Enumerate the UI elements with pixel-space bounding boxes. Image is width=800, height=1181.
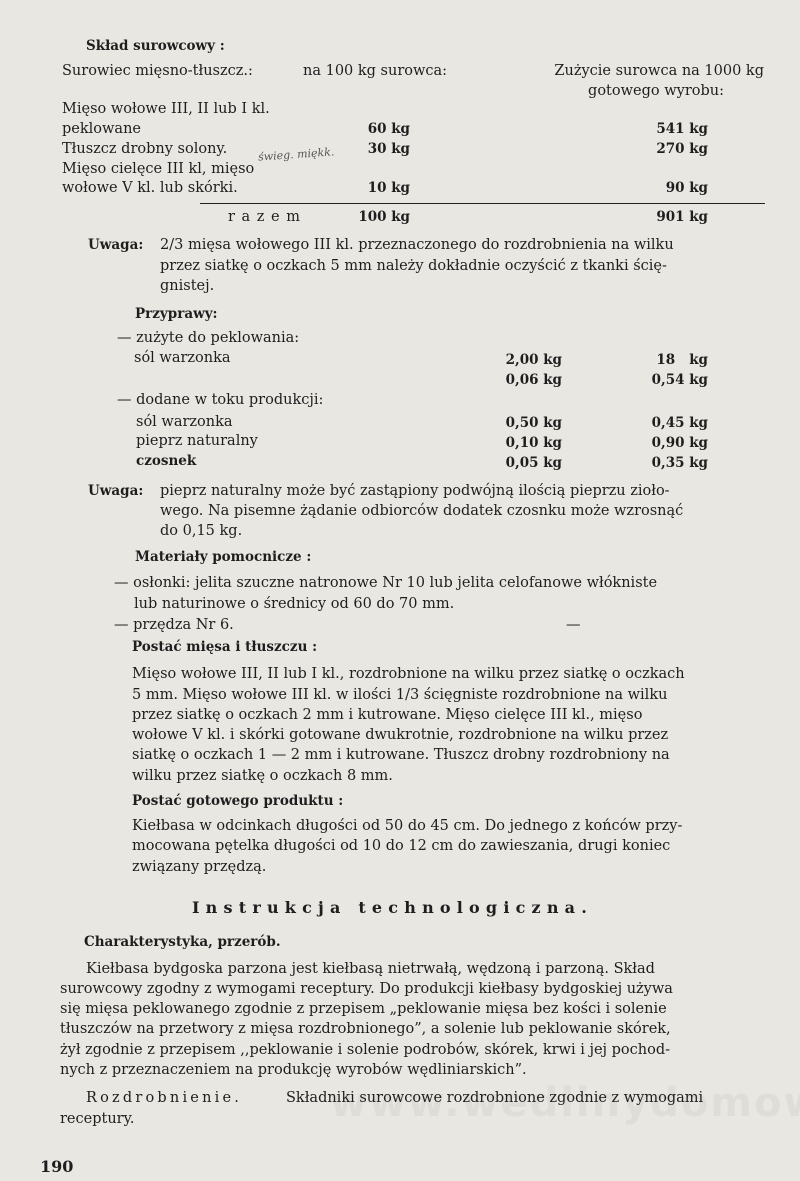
przyprawy-g1-row2-per1000: 0,54 kg — [651, 372, 708, 388]
col-per1000-header-line1: Zużycie surowca na 1000 kg — [554, 63, 764, 79]
col-per100-header: na 100 kg surowca: — [303, 63, 448, 79]
total-per1000: 901 kg — [656, 209, 708, 225]
przyprawy-g1-row1-per1000: 18 kg — [656, 352, 708, 368]
charakterystyka-heading: Charakterystyka, przerób. — [84, 934, 281, 950]
instrukcja-line4: tłuszczów na przetwory z mięsa rozdrobnionego”, a solenie lub peklowanie skórek, — [60, 1021, 671, 1037]
handwritten-note: świeg. miękk. — [257, 145, 335, 164]
uwaga1-line2: przez siatkę o oczkach 5 mm należy dokładnie oczyścić z tkanki ścię- — [160, 258, 667, 274]
uwaga1-line3: gnistej. — [160, 278, 215, 294]
przyprawy-group1-label: — zużyte do peklowania: — [117, 330, 300, 346]
przedza: — przędza Nr 6. — [114, 617, 234, 633]
postac-miesa-line5: siatkę o oczkach 1 — 2 mm i kutrowane. Tłuszcz drobny rozdrobniony na — [132, 747, 670, 763]
przyprawy-g1-row2-per100: 0,06 kg — [505, 372, 562, 388]
przyprawy-heading: Przyprawy: — [135, 306, 218, 322]
postac-produktu-line2: mocowana pętelka długości od 10 do 12 cm do zawieszania, drugi koniec — [132, 838, 671, 854]
rozdrobnienie-line1: Składniki surowcowe rozdrobnione zgodnie z wymogami — [286, 1090, 704, 1106]
przedza-dash: — — [566, 617, 581, 633]
row3-name-line2: wołowe V kl. lub skórki. — [62, 180, 238, 196]
przyprawy-g2-row1-name: sól warzonka — [136, 414, 233, 430]
przyprawy-g1-row1-per100: 2,00 kg — [505, 352, 562, 368]
przyprawy-g2-row1-per100: 0,50 kg — [505, 415, 562, 431]
row2-per100: 30 kg — [367, 141, 410, 157]
uwaga1-label: Uwaga: — [88, 237, 144, 253]
total-per100: 100 kg — [358, 209, 410, 225]
postac-miesa-line1: Mięso wołowe III, II lub I kl., rozdrobnione na wilku przez siatkę o oczkach — [132, 666, 685, 682]
przyprawy-g2-row3-per100: 0,05 kg — [505, 455, 562, 471]
uwaga2-line2: wego. Na pisemne żądanie odbiorców dodatek czosnku może wzrosnąć — [160, 503, 684, 519]
row3-per1000: 90 kg — [665, 180, 708, 196]
oslonki-line1: — osłonki: jelita szuczne natronowe Nr 10 lub jelita celofanowe włókniste — [114, 575, 658, 591]
col-per1000-header-line2: gotowego wyrobu: — [588, 83, 724, 99]
przyprawy-group2-label: — dodane w toku produkcji: — [117, 392, 324, 408]
col-raw-header: Surowiec mięsno-tłuszcz.: — [62, 63, 253, 79]
oslonki-line2: lub naturinowe o średnicy od 60 do 70 mm. — [134, 596, 455, 612]
postac-produktu-heading: Postać gotowego produktu : — [132, 793, 344, 809]
row1-name-line1: Mięso wołowe III, II lub I kl. — [62, 101, 270, 117]
uwaga2-line1: pieprz naturalny może być zastąpiony podwójną ilością pieprzu zioło- — [160, 483, 670, 499]
uwaga1-line1: 2/3 mięsa wołowego III kl. przeznaczonego do rozdrobnienia na wilku — [160, 237, 674, 253]
total-rule — [200, 203, 765, 204]
uwaga2-line3: do 0,15 kg. — [160, 523, 243, 539]
instrukcja-line1: Kiełbasa bydgoska parzona jest kiełbasą nietrwałą, wędzoną i parzoną. Skład — [86, 961, 655, 977]
postac-produktu-line3: związany przędzą. — [132, 859, 267, 875]
instrukcja-line3: się mięsa peklowanego zgodnie z przepisem „peklowanie mięsa bez kości i solenie — [60, 1001, 667, 1017]
przyprawy-g2-row1-per1000: 0,45 kg — [651, 415, 708, 431]
instrukcja-line2: surowcowy zgodny z wymogami receptury. Do produkcji kiełbasy bydgoskiej używa — [60, 981, 673, 997]
rozdrobnienie-line2: receptury. — [60, 1111, 135, 1127]
materialy-heading: Materiały pomocnicze : — [135, 549, 312, 565]
postac-miesa-line2: 5 mm. Mięso wołowe III kl. w ilości 1/3 ścięgniste rozdrobnione na wilku — [132, 687, 668, 703]
total-label: r a z e m — [228, 209, 300, 225]
postac-miesa-line4: wołowe V kl. i skórki gotowane dwukrotnie, rozdrobnione na wilku przez — [132, 727, 669, 743]
przyprawy-g2-row2-per100: 0,10 kg — [505, 435, 562, 451]
instrukcja-title: Instrukcja technologiczna. — [192, 898, 593, 917]
postac-miesa-line6: wilku przez siatkę o oczkach 8 mm. — [132, 768, 393, 784]
przyprawy-g1-row1-name: sól warzonka — [134, 350, 231, 366]
row2-name: Tłuszcz drobny solony. — [62, 141, 228, 157]
row1-per100: 60 kg — [367, 121, 410, 137]
przyprawy-g2-row2-per1000: 0,90 kg — [651, 435, 708, 451]
row3-per100: 10 kg — [367, 180, 410, 196]
row3-name-line1: Mięso cielęce III kl, mięso — [62, 161, 255, 177]
uwaga2-label: Uwaga: — [88, 483, 144, 499]
row1-name-line2: peklowane — [62, 121, 141, 137]
row2-per1000: 270 kg — [656, 141, 708, 157]
postac-miesa-heading: Postać mięsa i tłuszczu : — [132, 639, 318, 655]
postac-miesa-line3: przez siatkę o oczkach 2 mm i kutrowane. Mięso cielęce III kl., mięso — [132, 707, 643, 723]
przyprawy-g2-row3-name: czosnek — [136, 453, 197, 469]
postac-produktu-line1: Kiełbasa w odcinkach długości od 50 do 45 cm. Do jednego z końców przy- — [132, 818, 683, 834]
sklad-heading: Skład surowcowy : — [86, 38, 225, 54]
przyprawy-g2-row3-per1000: 0,35 kg — [651, 455, 708, 471]
instrukcja-line6: nych z przeznaczeniem na produkcję wyrobów wędliniarskich”. — [60, 1062, 527, 1078]
instrukcja-line5: żył zgodnie z przepisem ,,peklowanie i solenie podrobów, skórek, krwi i jej pochod- — [60, 1042, 671, 1058]
rozdrobnienie-label: Rozdrobnienie. — [86, 1090, 243, 1106]
page-number: 190 — [40, 1157, 74, 1176]
row1-per1000: 541 kg — [656, 121, 708, 137]
przyprawy-g2-row2-name: pieprz naturalny — [136, 433, 258, 449]
